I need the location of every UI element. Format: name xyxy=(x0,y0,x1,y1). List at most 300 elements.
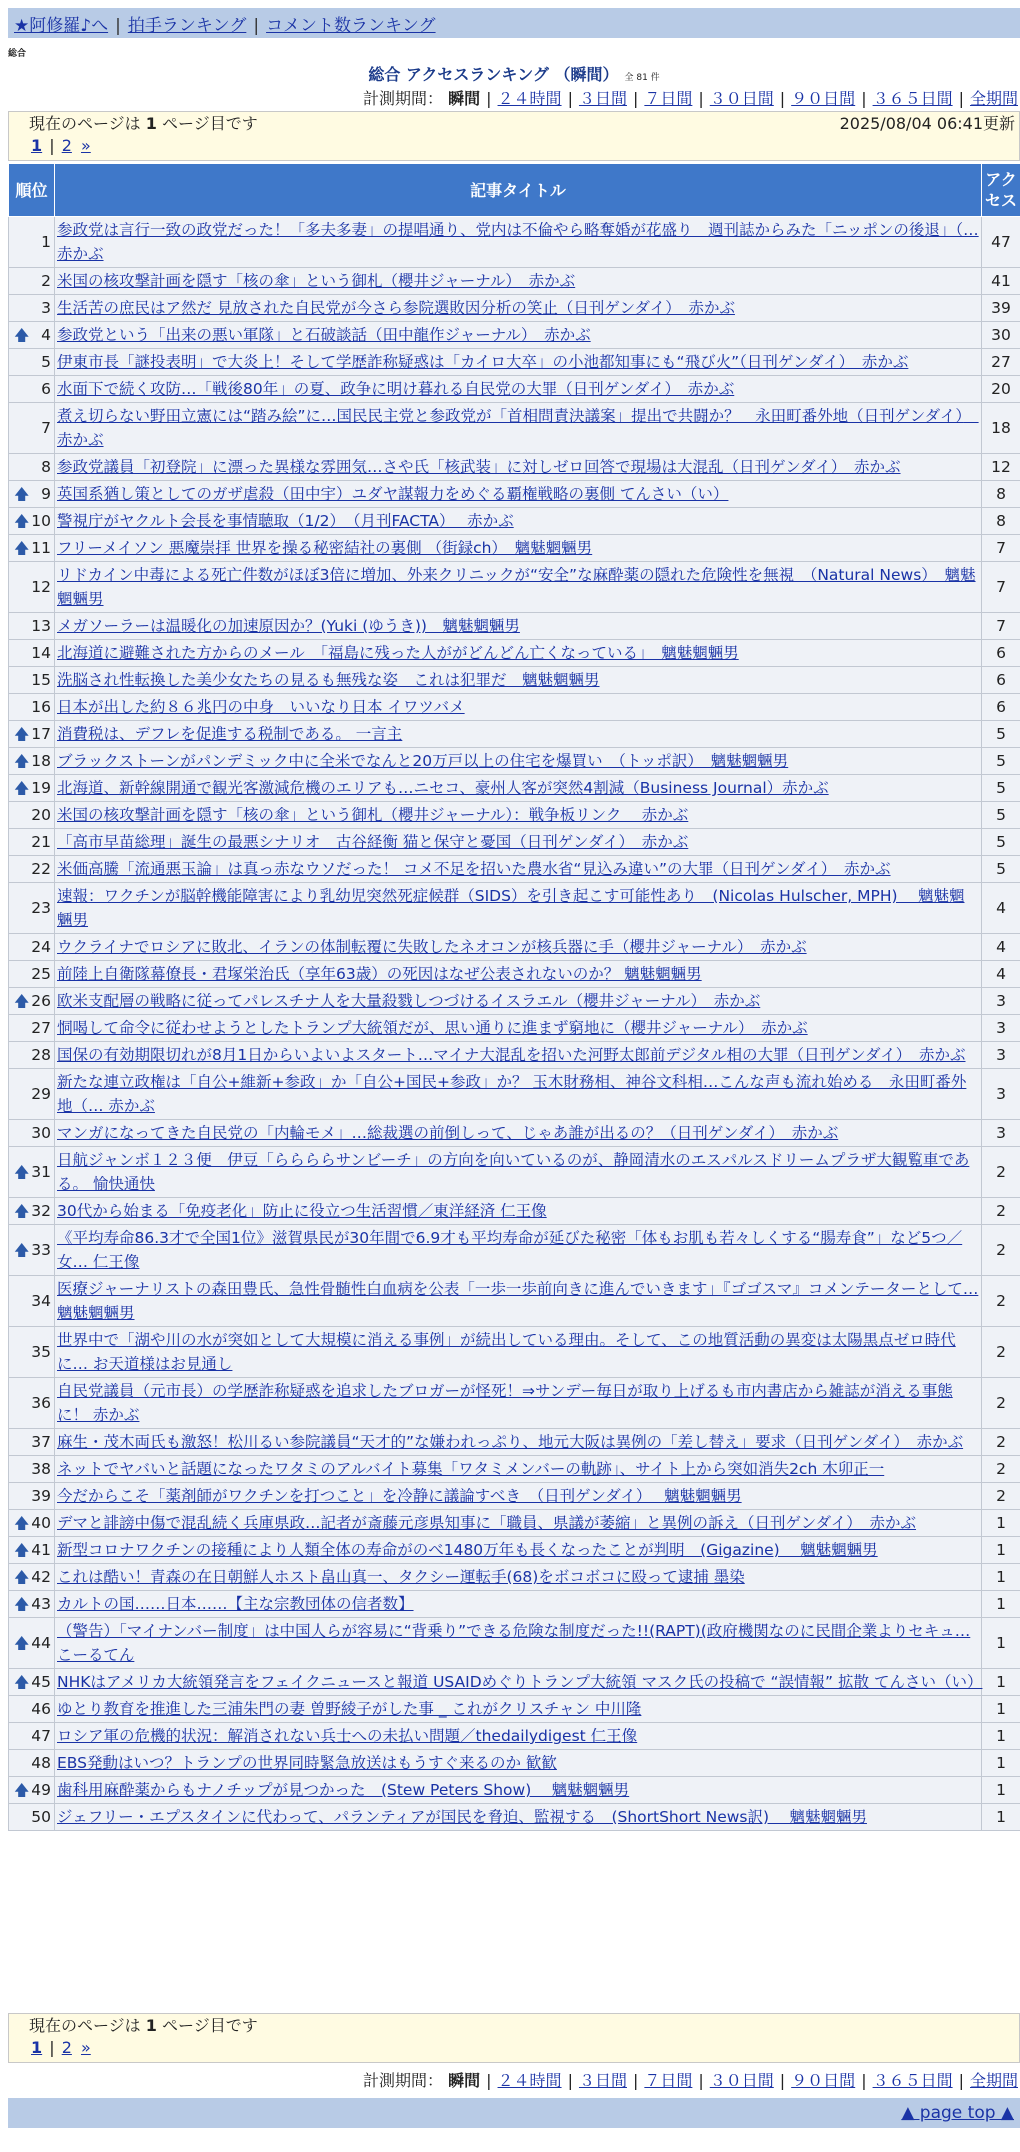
table-row xyxy=(9,1429,1020,1456)
article-title-link[interactable]: 自民党議員（元市長）の学歴詐称疑惑を追求したブロガーが怪死！⇒サンデー毎日が取り上げるも市内書店から雑誌が消える事態に！ 赤かぶ xyxy=(57,1382,953,1424)
rank-up-arrow-icon: 🡅 xyxy=(14,1568,30,1586)
title-cell xyxy=(55,1042,982,1069)
article-title-link[interactable]: 欧米支配層の戦略に従ってパレスチナ人を大量殺戮しつづけるイスラエル（櫻井ジャーナル） 赤かぶ xyxy=(57,992,761,1010)
period-3d-link[interactable]: ３日間 xyxy=(578,2071,627,2090)
table-row xyxy=(9,1510,1020,1537)
rank-cell xyxy=(9,1564,55,1591)
table-row xyxy=(9,322,1020,349)
title-cell xyxy=(55,883,982,934)
access-count: 2 xyxy=(982,1147,1020,1198)
title-cell xyxy=(55,1696,982,1723)
title-cell xyxy=(55,1147,982,1198)
title-cell xyxy=(55,1591,982,1618)
title-cell xyxy=(55,829,982,856)
article-title-link[interactable]: 米国の核攻撃計画を隠す「核の傘」という御札（櫻井ジャーナル）：戦争板リンク 赤かぶ xyxy=(57,806,689,824)
title-cell xyxy=(55,349,982,376)
rank-up-arrow-icon: 🡅 xyxy=(14,725,30,743)
article-title-link[interactable]: 英国系猶し策としてのガザ虐殺（田中宇）ユダヤ謀報力をめぐる覇権戦略の裏側 てんさい（い） xyxy=(57,485,729,503)
next-page-link[interactable]: » xyxy=(80,136,91,155)
article-title-link[interactable]: 米価高騰「流通悪玉論」は真っ赤なウソだった！ コメ不足を招いた農水省“見込み違い”の大罪（日刊ゲンダイ） 赤かぶ xyxy=(57,860,891,878)
rank-up-arrow-icon: 🡅 xyxy=(14,1241,30,1259)
table-row xyxy=(9,1564,1020,1591)
article-title-link[interactable]: 参政党は言行一致の政党だった！「多夫多妻」の提唱通り、党内は不倫やら略奪婚が花盛り 週刊誌からみた「ニッポンの後退」（… 赤かぶ xyxy=(57,221,979,263)
access-count: 3 xyxy=(982,1120,1020,1147)
title-cell xyxy=(55,775,982,802)
table-row xyxy=(9,349,1020,376)
table-header-row xyxy=(9,164,1020,217)
rank-up-arrow-icon: 🡅 xyxy=(14,779,30,797)
access-count: 3 xyxy=(982,1042,1020,1069)
title-cell xyxy=(55,961,982,988)
table-row xyxy=(9,1015,1020,1042)
article-title-link[interactable]: 日航ジャンボ１２３便 伊豆「ららららサンビーチ」の方向を向いているのが、静岡清水のエスパルスドリームプラザ大観覧車である。 愉快通快 xyxy=(57,1151,970,1193)
article-title-link[interactable]: 「高市早苗総理」誕生の最悪シナリオ 古谷経衡 猫と保守と憂国（日刊ゲンダイ） 赤かぶ xyxy=(57,833,689,851)
access-count: 1 xyxy=(982,1750,1020,1777)
article-title-link[interactable]: 生活苦の庶民はア然だ 見放された自民党が今さら参院選敗因分析の笑止（日刊ゲンダイ） 赤かぶ xyxy=(57,299,735,317)
article-title-link[interactable]: 新型コロナワクチンの接種により人類全体の寿命がのべ1480万年も長くなったことが判明 (Gigazine) 魑魅魍魎男 xyxy=(57,1541,878,1559)
access-count: 5 xyxy=(982,802,1020,829)
rank-cell xyxy=(9,988,55,1015)
article-title-link[interactable]: 世界中で「湖や川の水が突如として大規模に消える事例」が続出している理由。そして、この地質活動の異変は太陽黒点ゼロ時代に… お天道様はお見通し xyxy=(57,1331,956,1373)
rank-number: 43 xyxy=(31,1595,51,1613)
rank-number: 16 xyxy=(31,698,51,716)
rank-number: 12 xyxy=(31,578,51,596)
separator: | xyxy=(115,16,121,36)
title-cell xyxy=(55,748,982,775)
table-row xyxy=(9,748,1020,775)
table-row xyxy=(9,1225,1020,1276)
article-title-link[interactable]: 日本が出した約８６兆円の中身 いいなり日本 イワツバメ xyxy=(57,698,465,716)
access-count: 5 xyxy=(982,775,1020,802)
table-row xyxy=(9,1537,1020,1564)
access-count: 8 xyxy=(982,508,1020,535)
period-all-link[interactable]: 全期間 xyxy=(969,2071,1018,2090)
rank-number: 17 xyxy=(31,725,51,743)
article-title-link[interactable]: 参政党という「出来の悪い軍隊」と石破談話（田中龍作ジャーナル） 赤かぶ xyxy=(57,326,591,344)
rank-number: 30 xyxy=(31,1124,51,1142)
access-count: 2 xyxy=(982,1198,1020,1225)
period-30d-link[interactable]: ３０日間 xyxy=(709,89,774,108)
category-label: 総合 xyxy=(8,49,27,59)
rank-up-arrow-icon: 🡅 xyxy=(14,1781,30,1799)
table-row xyxy=(9,1276,1020,1327)
period-label: 計測期間： xyxy=(363,2071,444,2090)
article-title-link[interactable]: 30代から始まる「免疫老化」防止に役立つ生活習慣／東洋経済 仁王像 xyxy=(57,1202,547,1220)
rank-cell xyxy=(9,721,55,748)
rank-cell xyxy=(9,403,55,454)
rank-cell xyxy=(9,1591,55,1618)
access-count: 2 xyxy=(982,1456,1020,1483)
rank-number: 49 xyxy=(31,1781,51,1799)
article-title-link[interactable]: 警視庁がヤクルト会長を事情聴取（1/2） （月刊FACTA） 赤かぶ xyxy=(57,512,514,530)
title-cell xyxy=(55,1618,982,1669)
title-cell xyxy=(55,322,982,349)
header-access: アクセス xyxy=(982,164,1020,217)
period-7d-link[interactable]: ７日間 xyxy=(644,2071,693,2090)
rank-number: 23 xyxy=(31,899,51,917)
title-cell xyxy=(55,1669,982,1696)
rank-cell xyxy=(9,856,55,883)
title-cell xyxy=(55,667,982,694)
rank-cell xyxy=(9,1015,55,1042)
table-row xyxy=(9,1669,1020,1696)
title-cell xyxy=(55,613,982,640)
article-title-link[interactable]: 今だからこそ「薬剤師がワクチンを打つこと」を冷静に議論すべき （日刊ゲンダイ） 魑魅魍魎男 xyxy=(57,1487,742,1505)
period-current: 瞬間 xyxy=(448,89,481,108)
page-title-text: 総合 アクセスランキング （瞬間） xyxy=(368,65,619,84)
rank-number: 8 xyxy=(41,458,51,476)
clap-ranking-link[interactable]: 拍手ランキング xyxy=(127,16,247,36)
access-count: 4 xyxy=(982,883,1020,934)
article-title-link[interactable]: ウクライナでロシアに敗北、イランの体制転覆に失敗したネオコンが核兵器に手（櫻井ジャーナル） 赤かぶ xyxy=(57,938,807,956)
title-cell xyxy=(55,1723,982,1750)
rank-number: 50 xyxy=(31,1808,51,1826)
rank-up-arrow-icon: 🡅 xyxy=(14,1514,30,1532)
title-cell xyxy=(55,1564,982,1591)
title-cell xyxy=(55,988,982,1015)
article-title-link[interactable]: メガソーラーは温暖化の加速原因か？(Yuki (ゆうき)) 魑魅魍魎男 xyxy=(57,617,520,635)
rank-number: 3 xyxy=(41,299,51,317)
access-count: 1 xyxy=(982,1537,1020,1564)
access-count: 1 xyxy=(982,1510,1020,1537)
rank-cell xyxy=(9,667,55,694)
access-count: 1 xyxy=(982,1618,1020,1669)
period-30d-link[interactable]: ３０日間 xyxy=(709,2071,774,2090)
rank-cell xyxy=(9,322,55,349)
title-cell xyxy=(55,694,982,721)
title-cell xyxy=(55,508,982,535)
table-row xyxy=(9,1042,1020,1069)
rank-number: 5 xyxy=(41,353,51,371)
title-cell xyxy=(55,721,982,748)
title-cell xyxy=(55,1537,982,1564)
access-count: 27 xyxy=(982,349,1020,376)
rank-cell xyxy=(9,1147,55,1198)
article-title-link[interactable]: 麻生・茂木両氏も激怒！松川るい参院議員“天才的”な嫌われっぷり、地元大阪は異例の「差し替え」要求（日刊ゲンダイ） 赤かぶ xyxy=(57,1433,964,1451)
page-1-link[interactable]: 1 xyxy=(31,136,43,155)
rank-number: 7 xyxy=(41,419,51,437)
rank-up-arrow-icon: 🡅 xyxy=(14,1634,30,1652)
title-cell xyxy=(55,562,982,613)
header-rank: 順位 xyxy=(9,164,55,217)
rank-number: 37 xyxy=(31,1433,51,1451)
rank-cell xyxy=(9,802,55,829)
access-count: 2 xyxy=(982,1483,1020,1510)
table-row xyxy=(9,295,1020,322)
rank-number: 47 xyxy=(31,1727,51,1745)
table-row xyxy=(9,1483,1020,1510)
article-title-link[interactable]: 歯科用麻酔薬からもナノチップが見つかった (Stew Peters Show) 魑魅魍魎男 xyxy=(57,1781,630,1799)
table-row xyxy=(9,829,1020,856)
period-24h-link[interactable]: ２４時間 xyxy=(497,2071,562,2090)
rank-number: 26 xyxy=(31,992,51,1010)
title-cell xyxy=(55,1015,982,1042)
title-cell xyxy=(55,1378,982,1429)
period-365d-link[interactable]: ３６５日間 xyxy=(872,89,953,108)
article-title-link[interactable]: 国保の有効期限切れが8月1日からいよいよスタート…マイナ大混乱を招いた河野太郎前デジタル相の大罪（日刊ゲンダイ） 赤かぶ xyxy=(57,1046,966,1064)
period-90d-link[interactable]: ９０日間 xyxy=(791,2071,856,2090)
rank-up-arrow-icon: 🡅 xyxy=(14,485,30,503)
access-count: 2 xyxy=(982,1429,1020,1456)
rank-number: 45 xyxy=(31,1673,51,1691)
period-7d-link[interactable]: ７日間 xyxy=(644,89,693,108)
period-24h-link[interactable]: ２４時間 xyxy=(497,89,562,108)
article-title-link[interactable]: EBS発動はいつ？トランプの世界同時緊急放送はもうすぐ来るのか 歓歓 xyxy=(57,1754,557,1772)
access-count: 6 xyxy=(982,667,1020,694)
rank-cell xyxy=(9,376,55,403)
article-title-link[interactable]: 《平均寿命86.3才で全国1位》滋賀県民が30年間で6.9才も平均寿命が延びた秘密「体もお肌も若々しくする“腸寿食”」など5つ／女… 仁王像 xyxy=(57,1229,963,1271)
rank-cell xyxy=(9,1483,55,1510)
rank-cell xyxy=(9,1198,55,1225)
article-title-link[interactable]: NHKはアメリカ大統領発言をフェイクニュースと報道 USAIDめぐりトランプ大統領 マスク氏の投稿で “誤情報” 拡散 てんさい（い） xyxy=(57,1673,983,1691)
access-count: 41 xyxy=(982,268,1020,295)
access-count: 5 xyxy=(982,748,1020,775)
title-cell xyxy=(55,1804,982,1831)
table-row xyxy=(9,802,1020,829)
access-count: 1 xyxy=(982,1591,1020,1618)
rank-number: 22 xyxy=(31,860,51,878)
rank-up-arrow-icon: 🡅 xyxy=(14,539,30,557)
access-count: 6 xyxy=(982,694,1020,721)
rank-number: 4 xyxy=(41,326,51,344)
access-count: 4 xyxy=(982,961,1020,988)
access-count: 4 xyxy=(982,934,1020,961)
rank-number: 14 xyxy=(31,644,51,662)
home-link[interactable]: ★阿修羅♪へ xyxy=(14,16,109,36)
article-title-link[interactable]: これは酷い！青森の在日朝鮮人ホスト畠山真一、タクシー運転手(68)をボコボコに殴って逮捕 墨染 xyxy=(57,1568,745,1586)
article-title-link[interactable]: ロシア軍の危機的状況：解消されない兵士への未払い問題／thedailydigest 仁王像 xyxy=(57,1727,638,1745)
rank-cell xyxy=(9,1378,55,1429)
article-title-link[interactable]: ブラックストーンがパンデミック中に全米でなんと20万戸以上の住宅を爆買い （トッポ訳） 魑魅魍魎男 xyxy=(57,752,789,770)
article-title-link[interactable]: 速報：ワクチンが脳幹機能障害により乳幼児突然死症候群（SIDS）を引き起こす可能性あり (Nicolas Hulscher, MPH) 魑魅魍魎男 xyxy=(57,887,965,929)
article-title-link[interactable]: 消費税は、デフレを促進する税制である。 一言主 xyxy=(57,725,403,743)
rank-cell xyxy=(9,961,55,988)
rank-cell xyxy=(9,775,55,802)
rank-cell xyxy=(9,883,55,934)
access-count: 8 xyxy=(982,481,1020,508)
access-count: 30 xyxy=(982,322,1020,349)
rank-cell xyxy=(9,295,55,322)
access-count: 1 xyxy=(982,1777,1020,1804)
table-row xyxy=(9,640,1020,667)
rank-cell xyxy=(9,508,55,535)
article-title-link[interactable]: 煮え切らない野田立憲には“踏み絵”に…国民民主党と参政党が「首相問責決議案」提出で共闘か？ 永田町番外地（日刊ゲンダイ） 赤かぶ xyxy=(57,407,979,449)
access-count: 3 xyxy=(982,1015,1020,1042)
table-row xyxy=(9,934,1020,961)
table-row xyxy=(9,454,1020,481)
access-count: 7 xyxy=(982,613,1020,640)
access-count: 18 xyxy=(982,403,1020,454)
rank-number: 20 xyxy=(31,806,51,824)
rank-cell xyxy=(9,454,55,481)
table-row xyxy=(9,1777,1020,1804)
table-row xyxy=(9,1147,1020,1198)
title-cell xyxy=(55,1750,982,1777)
table-row xyxy=(9,217,1020,268)
rank-number: 21 xyxy=(31,833,51,851)
access-count: 1 xyxy=(982,1723,1020,1750)
access-count: 2 xyxy=(982,1378,1020,1429)
pagination: 1 | 2 » xyxy=(31,136,91,155)
rank-cell xyxy=(9,1723,55,1750)
title-cell xyxy=(55,454,982,481)
rank-cell xyxy=(9,934,55,961)
title-cell xyxy=(55,1456,982,1483)
article-title-link[interactable]: ジェフリー・エプスタインに代わって、パランティアが国民を脅迫、監視する (ShortShort News訳) 魑魅魍魎男 xyxy=(57,1808,867,1826)
table-row xyxy=(9,376,1020,403)
title-cell xyxy=(55,640,982,667)
current-page-text: 現在のページは 1 ページ目です xyxy=(29,114,258,133)
rank-number: 39 xyxy=(31,1487,51,1505)
article-title-link[interactable]: 伊東市長「謎投表明」で大炎上！そして学歴詐称疑惑は「カイロ大卒」の小池都知事にも“飛び火”（日刊ゲンダイ） 赤かぶ xyxy=(57,353,909,371)
page-2-link[interactable]: 2 xyxy=(61,2038,72,2057)
rank-number: 2 xyxy=(41,272,51,290)
access-count: 5 xyxy=(982,829,1020,856)
table-row xyxy=(9,508,1020,535)
total-count: 全 81 件 xyxy=(624,73,660,83)
title-cell xyxy=(55,295,982,322)
access-count: 6 xyxy=(982,640,1020,667)
rank-cell xyxy=(9,694,55,721)
table-row xyxy=(9,856,1020,883)
access-count: 3 xyxy=(982,1069,1020,1120)
article-title-link[interactable]: 米国の核攻撃計画を隠す「核の傘」という御札（櫻井ジャーナル） 赤かぶ xyxy=(57,272,576,290)
table-row xyxy=(9,481,1020,508)
access-count: 2 xyxy=(982,1327,1020,1378)
title-cell xyxy=(55,856,982,883)
rank-number: 34 xyxy=(31,1292,51,1310)
article-title-link[interactable]: 水面下で続く攻防…「戦後80年」の夏、政争に明け暮れる自民党の大罪（日刊ゲンダイ） 赤かぶ xyxy=(57,380,735,398)
article-title-link[interactable]: 北海道に避難された方からのメール 「福島に残った人ががどんどん亡くなっている」 魑魅魍魎男 xyxy=(57,644,739,662)
article-title-link[interactable]: カルトの国……日本……【主な宗教団体の信者数】 xyxy=(57,1595,414,1613)
article-title-link[interactable]: フリーメイソン 悪魔崇拝 世界を操る秘密結社の裏側 （街録ch） 魑魅魍魎男 xyxy=(57,539,593,557)
article-title-link[interactable]: 恫喝して命令に従わせようとしたトランプ大統領だが、思い通りに進まず窮地に（櫻井ジャーナル） 赤かぶ xyxy=(57,1019,808,1037)
footer-bar xyxy=(8,2098,1020,2128)
period-3d-link[interactable]: ３日間 xyxy=(578,89,627,108)
page-1-link[interactable]: 1 xyxy=(31,2038,43,2057)
period-365d-link[interactable]: ３６５日間 xyxy=(872,2071,953,2090)
article-title-link[interactable]: 洗脳され性転換した美少女たちの見るも無残な姿 これは犯罪だ 魑魅魍魎男 xyxy=(57,671,600,689)
current-page-text: 現在のページは 1 ページ目です xyxy=(29,2016,258,2035)
table-row xyxy=(9,721,1020,748)
rank-number: 1 xyxy=(41,233,51,251)
article-title-link[interactable]: 前陸上自衛隊幕僚長・君塚栄治氏（享年63歳）の死因はなぜ公表されないのか？ 魑魅魍魎男 xyxy=(57,965,702,983)
table-row xyxy=(9,403,1020,454)
rank-cell xyxy=(9,268,55,295)
table-row xyxy=(9,1456,1020,1483)
rank-number: 15 xyxy=(31,671,51,689)
rank-number: 6 xyxy=(41,380,51,398)
pagination: 1 | 2 » xyxy=(31,2038,91,2057)
rank-number: 24 xyxy=(31,938,51,956)
rank-number: 33 xyxy=(31,1241,51,1259)
table-row xyxy=(9,961,1020,988)
rank-cell xyxy=(9,1750,55,1777)
access-count: 1 xyxy=(982,1669,1020,1696)
rank-up-arrow-icon: 🡅 xyxy=(14,1163,30,1181)
access-count: 12 xyxy=(982,454,1020,481)
rank-cell xyxy=(9,748,55,775)
article-title-link[interactable]: 医療ジャーナリストの森田豊氏、急性骨髄性白血病を公表「一歩一歩前向きに進んでいきます」『ゴゴスマ』コメンテーターとして… 魑魅魍魎男 xyxy=(57,1280,979,1322)
article-title-link[interactable]: 新たな連立政権は「自公+維新+参政」か「自公+国民+参政」か？ 玉木財務相、神谷文科相…こんな声も流れ始める 永田町番外地（… 赤かぶ xyxy=(57,1073,967,1115)
title-cell xyxy=(55,217,982,268)
updated-timestamp: 2025/08/04 06:41更新 xyxy=(839,114,1015,133)
table-row xyxy=(9,613,1020,640)
period-current: 瞬間 xyxy=(448,2071,481,2090)
rank-cell xyxy=(9,562,55,613)
rank-cell xyxy=(9,829,55,856)
table-row xyxy=(9,1723,1020,1750)
article-title-link[interactable]: ゆとり教育を推進した三浦朱門の妻 曽野綾子がした事 _ これがクリスチャン 中川隆 xyxy=(57,1700,642,1718)
access-count: 2 xyxy=(982,1225,1020,1276)
rank-number: 41 xyxy=(31,1541,51,1559)
rank-number: 19 xyxy=(31,779,51,797)
article-title-link[interactable]: （警告）「マイナンバー制度」は中国人らが容易に“背乗り”できる危険な制度だった!!(RAPT)(政府機関なのに民間企業よりセキュ… こーるてん xyxy=(57,1622,971,1664)
rank-number: 18 xyxy=(31,752,51,770)
access-count: 7 xyxy=(982,535,1020,562)
article-title-link[interactable]: リドカイン中毒による死亡件数がほぼ3倍に増加、外来クリニックが“安全”な麻酔薬の隠れた危険性を無視 （Natural News） 魑魅魍魎男 xyxy=(57,566,976,608)
table-row xyxy=(9,1120,1020,1147)
table-row xyxy=(9,883,1020,934)
rank-up-arrow-icon: 🡅 xyxy=(14,1541,30,1559)
access-count: 7 xyxy=(982,562,1020,613)
title-cell xyxy=(55,1069,982,1120)
rank-number: 32 xyxy=(31,1202,51,1220)
rank-number: 28 xyxy=(31,1046,51,1064)
rank-cell xyxy=(9,1069,55,1120)
rank-cell xyxy=(9,1696,55,1723)
article-title-link[interactable]: マンガになってきた自民党の「内輪モメ」…総裁選の前倒しって、じゃあ誰が出るの？（日刊ゲンダイ） 赤かぶ xyxy=(57,1124,839,1142)
comment-ranking-link[interactable]: コメント数ランキング xyxy=(266,16,436,36)
page-top-link[interactable]: ▲ page top ▲ xyxy=(901,2103,1014,2123)
rank-cell xyxy=(9,1618,55,1669)
table-row xyxy=(9,1198,1020,1225)
rank-number: 35 xyxy=(31,1343,51,1361)
rank-cell xyxy=(9,1510,55,1537)
rank-cell xyxy=(9,1327,55,1378)
rank-number: 40 xyxy=(31,1514,51,1532)
rank-number: 10 xyxy=(31,512,51,530)
rank-number: 13 xyxy=(31,617,51,635)
title-cell xyxy=(55,376,982,403)
title-cell xyxy=(55,1429,982,1456)
access-count: 1 xyxy=(982,1696,1020,1723)
page-2-link[interactable]: 2 xyxy=(61,136,72,155)
table-row xyxy=(9,1591,1020,1618)
access-count: 20 xyxy=(982,376,1020,403)
article-title-link[interactable]: ネットでヤバいと話題になったワタミのアルバイト募集「ワタミメンバーの軌跡」、サイト上から突如消失2ch 木卯正一 xyxy=(57,1460,885,1478)
period-nav-bottom: 計測期間： 瞬間 | ２４時間 | ３日間 | ７日間 | ３０日間 | ９０日間 | ３６５日間 | 全期間 xyxy=(363,2071,1018,2090)
page-info-bottom xyxy=(8,2013,1020,2063)
table-row xyxy=(9,667,1020,694)
rank-number: 25 xyxy=(31,965,51,983)
title-cell xyxy=(55,1120,982,1147)
rank-number: 29 xyxy=(31,1085,51,1103)
article-title-link[interactable]: デマと誹謗中傷で混乱続く兵庫県政…記者が斎藤元彦県知事に「職員、県議が萎縮」と異例の訴え（日刊ゲンダイ） 赤かぶ xyxy=(57,1514,917,1532)
article-title-link[interactable]: 北海道、新幹線開通で観光客激減危機のエリアも…ニセコ、豪州人客が突然4割減（Business Journal）赤かぶ xyxy=(57,779,829,797)
next-page-link[interactable]: » xyxy=(80,2038,91,2057)
article-title-link[interactable]: 参政党議員「初登院」に漂った異様な雰囲気…さや氏「核武装」に対しゼロ回答で現場は大混乱（日刊ゲンダイ） 赤かぶ xyxy=(57,458,901,476)
rank-cell xyxy=(9,535,55,562)
table-row xyxy=(9,775,1020,802)
table-row xyxy=(9,1804,1020,1831)
period-all-link[interactable]: 全期間 xyxy=(969,89,1018,108)
rank-up-arrow-icon: 🡅 xyxy=(14,1202,30,1220)
rank-cell xyxy=(9,640,55,667)
access-count: 5 xyxy=(982,721,1020,748)
period-90d-link[interactable]: ９０日間 xyxy=(791,89,856,108)
rank-cell xyxy=(9,1225,55,1276)
